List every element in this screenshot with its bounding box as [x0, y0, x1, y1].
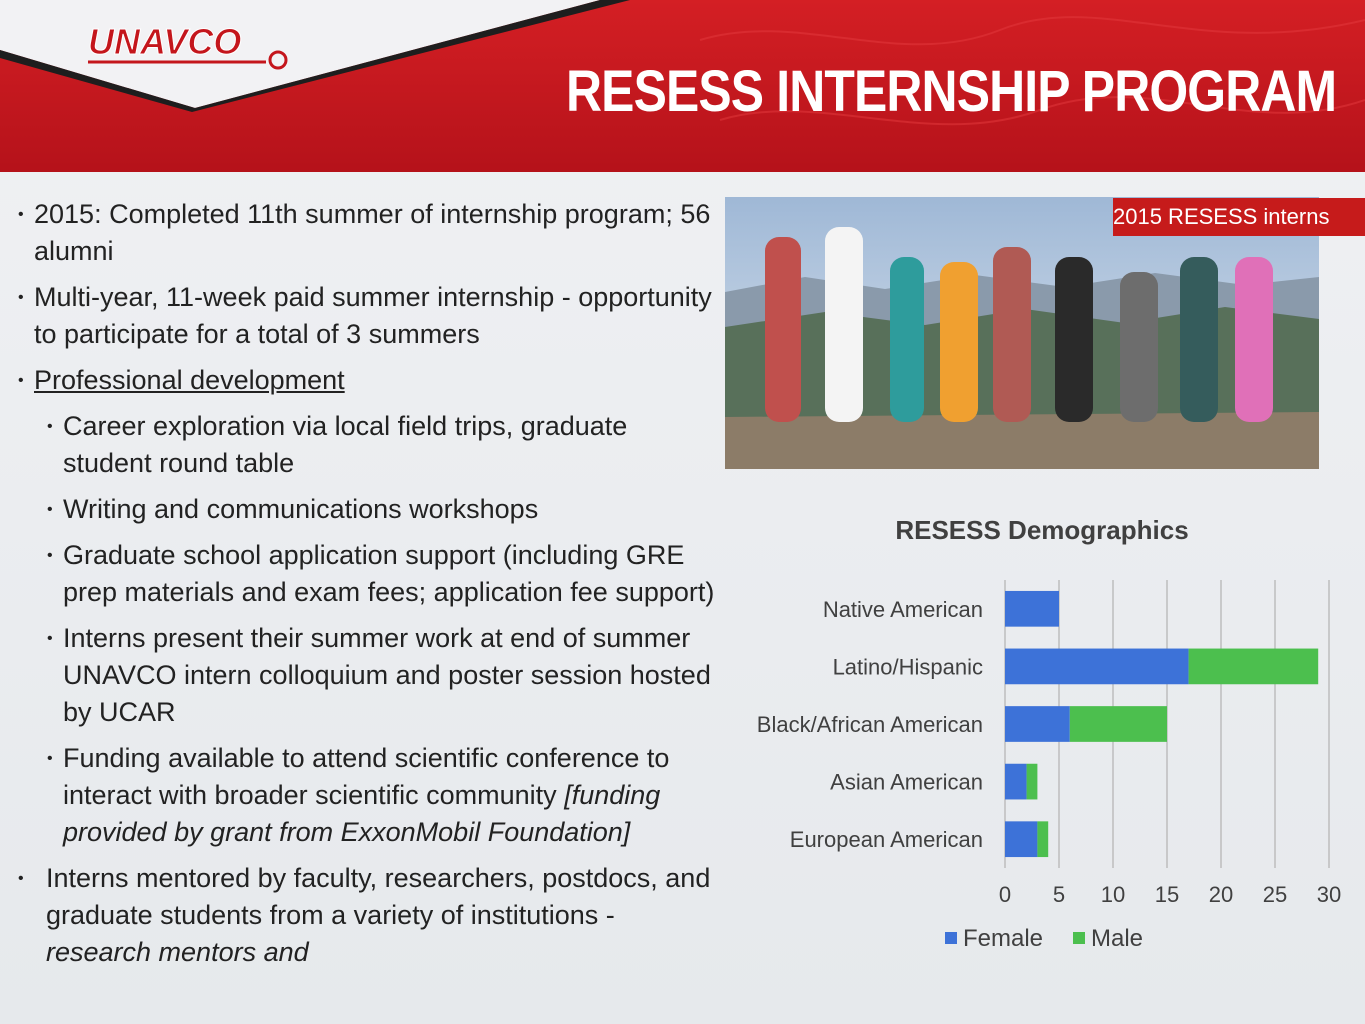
sub-bullet-item	[47, 491, 718, 528]
bar-male	[1027, 764, 1038, 800]
photo-caption: 2015 RESESS interns	[1113, 198, 1365, 236]
bullet-text: Interns mentored by faculty, researchers, postdocs, and graduate students from a variety of institutions -	[46, 863, 711, 930]
x-tick-label: 30	[1316, 882, 1342, 907]
bar-female	[1005, 764, 1027, 800]
y-category-label: Latino/Hispanic	[832, 654, 983, 680]
x-tick-label: 20	[1208, 882, 1234, 907]
bar-male	[1037, 821, 1048, 857]
bullet-text: Funding available to attend scientific conference to interact with broader scientific community	[63, 743, 670, 810]
unavco-logo	[86, 20, 296, 75]
sub-bullet-item	[47, 740, 718, 851]
bullet-list	[18, 196, 718, 980]
x-tick-label: 25	[1262, 882, 1288, 907]
bar-female	[1005, 821, 1037, 857]
legend-swatch	[1073, 932, 1085, 944]
bullet-text: Writing and communications workshops	[63, 494, 539, 524]
bullet-item	[18, 279, 718, 353]
demographics-chart	[725, 505, 1365, 965]
x-tick-label: 10	[1100, 882, 1126, 907]
x-tick-label: 0	[998, 882, 1012, 907]
sub-bullet-item	[47, 537, 718, 611]
bullet-text: Interns present their summer work at end of summer UNAVCO intern colloquium and poster session hosted by UCAR	[63, 623, 711, 727]
y-category-label: European American	[789, 827, 983, 853]
legend-label: Male	[1091, 925, 1144, 952]
x-tick-label: 5	[1052, 882, 1066, 907]
bar-male	[1070, 706, 1167, 742]
bar-female	[1005, 649, 1189, 685]
x-tick-label: 15	[1154, 882, 1180, 907]
bullet-item	[18, 196, 718, 270]
bar-female	[1005, 591, 1059, 627]
bullet-text-italic: [funding provided by grant from ExxonMobil Foundation]	[63, 780, 661, 847]
bullet-text: Multi-year, 11-week paid summer internship - opportunity to participate for a total of 3 summers	[34, 282, 712, 349]
bullet-item	[18, 860, 718, 971]
logo-text: UNAVCO	[88, 21, 242, 62]
y-category-label: Asian American	[830, 769, 983, 795]
bar-male	[1189, 649, 1319, 685]
page-title: RESESS INTERNSHIP PROGRAM	[566, 59, 1337, 124]
sub-bullet-item	[47, 408, 718, 482]
bullet-text: 2015: Completed 11th summer of internship program; 56 alumni	[34, 199, 711, 266]
interns-photo	[725, 197, 1319, 469]
y-category-label: Native American	[822, 596, 983, 622]
bar-female	[1005, 706, 1070, 742]
bullet-text: Professional development	[34, 365, 345, 395]
y-category-label: Black/African American	[756, 712, 983, 737]
bullet-text: Career exploration via local field trips, graduate student round table	[63, 411, 628, 478]
chart-title: RESESS Demographics	[895, 515, 1189, 545]
bullet-item	[18, 362, 718, 399]
bullet-text: Graduate school application support (including GRE prep materials and exam fees; application fee support)	[63, 540, 715, 607]
sub-bullet-item	[47, 620, 718, 731]
legend-label: Female	[963, 925, 1044, 952]
bullet-text-italic: research mentors and	[46, 937, 309, 967]
legend-swatch	[945, 932, 957, 944]
